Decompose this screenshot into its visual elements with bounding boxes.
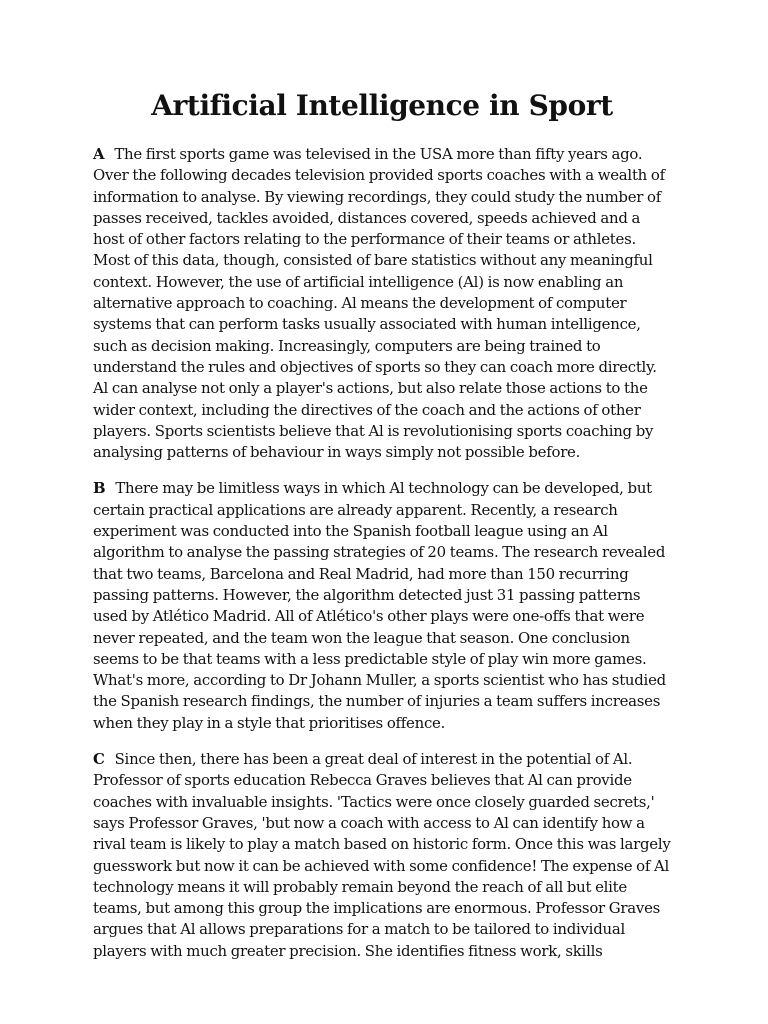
paragraph-letter: B <box>93 479 106 498</box>
paragraph-c <box>93 749 671 962</box>
page-title: Artificial Intelligence in Sport <box>151 89 613 122</box>
paragraph-text: Since then, there has been a great deal of interest in the potential of Al. Professor of sports education Rebecca Graves believes that Al can provide coaches with invaluable insights. 'Tactics were once closely guarded secrets,' says Professor Graves, 'but now a coach with access to Al can identify how a rival team is likely to play a match based on historic form. Once this was largely guesswork but now it can be achieved with some confidence! The expense of Al technology means it will probably remain beyond the reach of all but elite teams, but among this group the implications are enormous. Professor Graves argues that Al allows preparations for a match to be tailored to individual players with much greater precision. She identifies fitness work, skills <box>93 750 671 960</box>
paragraph-b <box>93 478 671 734</box>
paragraph-text: There may be limitless ways in which Al technology can be developed, but certain practical applications are already apparent. Recently, a research experiment was conducted into the Spanish football league using an Al algorithm to analyse the passing strategies of 20 teams. The research revealed that two teams, Barcelona and Real Madrid, had more than 150 recurring passing patterns. However, the algorithm detected just 31 passing patterns used by Atlético Madrid. All of Atlético's other plays were one-offs that were never repeated, and the team won the league that season. One conclusion seems to be that teams with a less predictable style of play win more games. What's more, according to Dr Johann Muller, a sports scientist who has studied the Spanish research findings, the number of injuries a team suffers increases when they play in a style that prioritises offence. <box>93 479 666 732</box>
paragraph-a <box>93 144 671 463</box>
document-page <box>93 88 671 977</box>
paragraph-text: The first sports game was televised in the USA more than fifty years ago. Over the following decades television provided sports coaches with a wealth of information to analyse. By viewing recordings, they could study the number of passes received, tackles avoided, distances covered, speeds achieved and a host of other factors relating to the performance of their teams or athletes. Most of this data, though, consisted of bare statistics without any meaningful context. However, the use of artificial intelligence (Al) is now enabling an alternative approach to coaching. Al means the development of computer systems that can perform tasks usually associated with human intelligence, such as decision making. Increasingly, computers are being trained to understand the rules and objectives of sports so they can coach more directly. Al can analyse not only a player's actions, but also relate those actions to the wider context, including the directives of the coach and the actions of other players. Sports scientists believe that Al is revolutionising sports coaching by analysing patterns of behaviour in ways simply not possible before. <box>93 145 665 462</box>
paragraph-letter: A <box>93 145 105 163</box>
paragraph-letter: C <box>93 750 105 769</box>
